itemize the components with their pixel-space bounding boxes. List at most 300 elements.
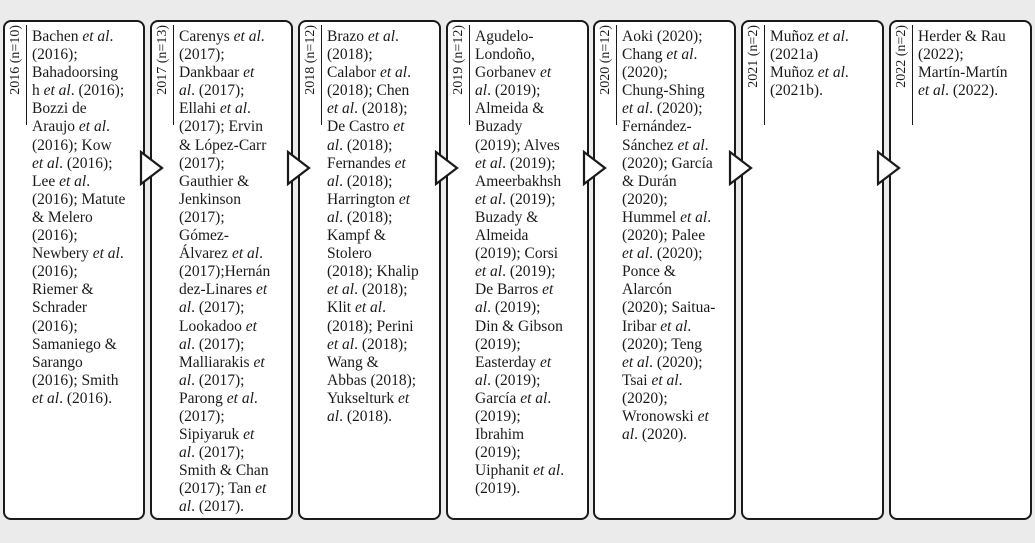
reference-text: .: [395, 28, 399, 45]
reference-text: et: [243, 426, 255, 444]
reference-text: Araujo: [32, 118, 79, 136]
reference-line: [918, 82, 1026, 100]
reference-text: (2016);: [32, 317, 78, 335]
reference-text: et al: [233, 28, 261, 45]
reference-line: [32, 299, 139, 317]
reference-line: [475, 191, 583, 209]
reference-text: Wronowski: [622, 407, 698, 425]
reference-text: et: [398, 190, 411, 208]
reference-text: & Melero: [32, 208, 93, 226]
reference-text: al: [179, 371, 192, 389]
reference-text: (2019); Corsi: [475, 245, 559, 263]
reference-text: et: [542, 281, 554, 299]
reference-text: h: [32, 82, 44, 100]
reference-line: [622, 191, 730, 209]
reference-text: Ibrahim: [475, 426, 525, 444]
reference-line: [622, 408, 730, 426]
reference-line: [475, 245, 583, 263]
reference-line: [32, 209, 139, 227]
reference-line: [32, 100, 139, 118]
reference-text: et al: [231, 245, 260, 263]
reference-text: .: [247, 100, 251, 118]
reference-line: [179, 209, 287, 227]
reference-line: [32, 318, 139, 336]
reference-line: [475, 100, 583, 118]
reference-text: . (2018);: [339, 208, 393, 226]
reference-text: (2017);: [179, 407, 225, 425]
reference-line: [622, 82, 730, 100]
reference-line: [475, 444, 583, 462]
reference-line: [622, 372, 730, 390]
reference-line: [622, 354, 730, 372]
reference-text: et al: [43, 82, 71, 100]
reference-line: [770, 28, 878, 46]
reference-line: [179, 426, 287, 444]
reference-line: [622, 299, 730, 317]
reference-line: [475, 408, 583, 426]
reference-line: [32, 46, 139, 64]
reference-text: (2019); Alves: [475, 136, 560, 154]
reference-line: [32, 137, 139, 155]
reference-text: . (2018);: [339, 136, 393, 154]
reference-text: et al: [475, 190, 503, 208]
reference-line: [179, 46, 287, 64]
reference-text: .: [687, 317, 692, 335]
reference-text: (2020); Palee: [622, 227, 706, 245]
reference-text: et al: [59, 172, 87, 190]
reference-text: Malliarakis: [179, 353, 254, 371]
year-label: [892, 25, 912, 125]
reference-text: et al: [651, 371, 679, 389]
reference-text: (2016);: [32, 46, 78, 64]
reference-text: . (2018).: [339, 407, 393, 425]
reference-text: . (2018);: [354, 335, 408, 353]
reference-text: .: [693, 46, 698, 64]
reference-text: et al: [367, 28, 396, 45]
reference-text: (2017);: [179, 46, 225, 64]
reference-text: . (2017);: [191, 371, 245, 389]
reference-text: (2016); Matute: [32, 190, 126, 208]
reference-text: . (2020);: [649, 100, 703, 118]
reference-line: [179, 100, 287, 118]
reference-text: (2020); García: [622, 154, 713, 172]
reference-text: et al: [475, 263, 503, 281]
reference-line: [327, 227, 435, 245]
reference-text: Almeida &: [475, 100, 545, 118]
reference-line: [32, 354, 139, 372]
reference-text: al: [179, 335, 192, 353]
reference-line: [475, 299, 583, 317]
reference-text: et al: [817, 28, 845, 45]
reference-text: et al: [32, 154, 60, 172]
reference-line: [32, 263, 139, 281]
reference-text: al: [179, 498, 192, 516]
reference-text: . (2019);: [487, 371, 541, 389]
year-label-text: 2016 (n=10): [8, 25, 23, 95]
reference-list: [32, 28, 139, 408]
reference-text: Ellahi: [179, 100, 220, 118]
reference-line: [327, 408, 435, 426]
reference-line: [622, 64, 730, 82]
reference-line: [475, 28, 583, 46]
year-box-6: [741, 20, 884, 520]
reference-text: al: [327, 407, 340, 425]
reference-line: [475, 155, 583, 173]
reference-text: al: [179, 299, 192, 317]
reference-line: [327, 390, 435, 408]
reference-text: . (2020);: [649, 245, 703, 263]
reference-line: [179, 28, 287, 46]
reference-line: [622, 245, 730, 263]
reference-text: et: [243, 64, 255, 82]
reference-text: (2018);: [327, 46, 373, 64]
reference-text: Riemer &: [32, 281, 94, 299]
reference-line: [179, 191, 287, 209]
reference-text: Carenys: [179, 28, 234, 45]
reference-line: [475, 118, 583, 136]
reference-line: [327, 137, 435, 155]
reference-line: [327, 82, 435, 100]
reference-line: [475, 336, 583, 354]
reference-list: [179, 28, 287, 517]
reference-line: [770, 64, 878, 82]
reference-text: al: [475, 371, 488, 389]
reference-text: et: [256, 281, 268, 299]
reference-text: (2021a): [770, 46, 819, 64]
reference-text: Calabor: [327, 64, 380, 82]
reference-text: Tsai: [622, 371, 652, 389]
reference-text: (2016);: [32, 263, 78, 281]
reference-text: et al: [327, 281, 355, 299]
reference-line: [327, 281, 435, 299]
reference-text: Gómez-: [179, 227, 229, 245]
reference-text: .: [407, 64, 411, 82]
year-box-1: [3, 20, 145, 520]
reference-text: Ponce &: [622, 263, 676, 281]
year-divider: [26, 25, 27, 125]
reference-list: [622, 28, 730, 444]
reference-text: Gauthier &: [179, 172, 250, 190]
timeline-arrow-icon: [139, 150, 165, 186]
reference-text: .: [844, 28, 849, 45]
reference-line: [622, 281, 730, 299]
reference-text: Stolero: [327, 245, 372, 263]
reference-text: Dankbaar: [179, 64, 244, 82]
reference-text: . (2018);: [354, 100, 408, 118]
reference-text: (2018); Perini: [327, 317, 414, 335]
reference-text: Abbas (2018);: [327, 371, 417, 389]
reference-text: Din & Gibson: [475, 317, 563, 335]
year-label-text: 2018 (n=12): [303, 25, 318, 95]
reference-line: [475, 137, 583, 155]
reference-line: [327, 372, 435, 390]
reference-text: . (2018);: [354, 281, 408, 299]
reference-text: et al: [78, 118, 107, 136]
reference-text: (2020); Saitua-: [622, 299, 716, 317]
reference-text: Uiphanit: [475, 462, 534, 480]
year-label-text: 2022 (n=2): [894, 25, 909, 88]
reference-text: .: [678, 371, 683, 389]
reference-line: [475, 209, 583, 227]
reference-text: et al: [666, 46, 694, 64]
reference-line: [327, 100, 435, 118]
reference-text: .: [259, 245, 263, 263]
reference-text: Muñoz: [770, 28, 818, 45]
reference-text: (2017); Ervin: [179, 118, 263, 136]
reference-text: et: [394, 154, 406, 172]
reference-line: [32, 372, 139, 390]
year-label: [153, 25, 173, 125]
reference-text: Kampf &: [327, 227, 386, 245]
reference-text: .: [253, 389, 258, 407]
year-label: [744, 25, 764, 125]
year-box-2: [150, 20, 293, 520]
year-label-text: 2017 (n=13): [155, 25, 170, 95]
reference-line: [179, 462, 287, 480]
reference-line: [179, 173, 287, 191]
reference-text: . (2017).: [191, 498, 245, 516]
reference-line: [475, 173, 583, 191]
reference-line: [475, 227, 583, 245]
reference-text: . (2016);: [59, 154, 113, 172]
reference-line: [475, 480, 583, 498]
reference-text: (2019);: [475, 407, 521, 425]
reference-text: (2020);: [622, 190, 668, 208]
reference-text: & López-Carr: [179, 136, 267, 154]
year-label: [6, 25, 26, 125]
reference-text: .: [109, 28, 114, 45]
reference-text: Ameerbakhsh: [475, 172, 562, 190]
reference-text: . (2019);: [487, 82, 541, 100]
reference-text: Klit: [327, 299, 355, 317]
reference-text: et al: [533, 462, 561, 480]
reference-text: . (2020);: [649, 353, 703, 371]
reference-text: .: [560, 462, 565, 480]
timeline-arrow-icon: [876, 150, 902, 186]
reference-text: et al: [817, 64, 845, 82]
reference-text: al: [179, 444, 192, 462]
reference-text: . (2020).: [634, 426, 688, 444]
reference-text: . (2019);: [502, 154, 556, 172]
reference-text: (2018); Khalip: [327, 263, 419, 281]
reference-text: (2021b).: [770, 82, 823, 100]
reference-text: et al: [520, 389, 548, 407]
reference-text: al: [475, 299, 488, 317]
reference-line: [327, 28, 435, 46]
reference-text: (2017);Hernán: [179, 263, 271, 281]
reference-line: [622, 28, 730, 46]
year-divider: [173, 25, 174, 125]
reference-line: [179, 390, 287, 408]
timeline-arrow-icon: [582, 150, 608, 186]
reference-text: Iribar: [622, 317, 661, 335]
reference-line: [327, 354, 435, 372]
reference-text: Fernandes: [327, 154, 395, 172]
reference-text: (2022);: [918, 46, 964, 64]
reference-text: Harrington: [327, 190, 399, 208]
reference-line: [179, 227, 287, 245]
reference-text: .: [106, 118, 110, 136]
reference-list: [770, 28, 878, 100]
reference-text: (2016); Kow: [32, 136, 112, 154]
reference-text: . (2017);: [191, 82, 245, 100]
reference-text: (2017); Tan: [179, 480, 256, 498]
year-divider: [912, 25, 913, 125]
reference-text: Bahadoorsing: [32, 64, 119, 82]
reference-text: (2020); Teng: [622, 335, 702, 353]
reference-text: et: [253, 353, 265, 371]
reference-line: [622, 118, 730, 136]
reference-line: [179, 299, 287, 317]
reference-text: Fernández-: [622, 118, 692, 136]
reference-text: Agudelo-: [475, 28, 534, 45]
year-box-7: [889, 20, 1032, 520]
reference-text: Aoki (2020);: [622, 28, 703, 45]
reference-line: [770, 82, 878, 100]
reference-line: [32, 227, 139, 245]
reference-line: [32, 173, 139, 191]
reference-line: [475, 354, 583, 372]
reference-line: [32, 82, 139, 100]
reference-text: et al: [918, 82, 946, 100]
reference-line: [918, 46, 1026, 64]
reference-text: García: [475, 389, 521, 407]
reference-text: .: [547, 389, 552, 407]
reference-text: al: [327, 136, 340, 154]
reference-text: Martín-Martín: [918, 64, 1008, 82]
reference-text: Yukselturk: [327, 389, 399, 407]
reference-text: Londoño,: [475, 46, 535, 64]
reference-text: et al: [680, 208, 708, 226]
reference-text: Sarango: [32, 353, 83, 371]
reference-line: [179, 82, 287, 100]
reference-list: [918, 28, 1026, 100]
reference-line: [475, 390, 583, 408]
reference-text: et al: [92, 245, 120, 263]
reference-text: Newbery: [32, 245, 93, 263]
reference-line: [327, 263, 435, 281]
reference-text: et al: [327, 335, 355, 353]
reference-text: Parong: [179, 389, 227, 407]
reference-line: [622, 263, 730, 281]
year-label: [449, 25, 469, 125]
reference-line: [179, 245, 287, 263]
reference-text: et: [539, 353, 552, 371]
reference-line: [475, 46, 583, 64]
reference-text: et al: [379, 64, 408, 82]
reference-text: Álvarez: [179, 245, 232, 263]
reference-text: Muñoz: [770, 64, 818, 82]
reference-text: Chung-Shing: [622, 82, 705, 100]
reference-text: . (2019);: [502, 263, 556, 281]
reference-line: [475, 462, 583, 480]
reference-text: (2016); Smith: [32, 371, 119, 389]
reference-text: De Barros: [475, 281, 543, 299]
reference-text: (2017);: [179, 154, 225, 172]
reference-line: [327, 336, 435, 354]
reference-line: [32, 28, 139, 46]
year-box-3: [298, 20, 441, 520]
reference-line: [622, 227, 730, 245]
reference-text: Bozzi de: [32, 100, 87, 118]
reference-line: [622, 46, 730, 64]
reference-text: et al: [677, 136, 705, 154]
reference-line: [475, 426, 583, 444]
reference-text: Chang: [622, 46, 667, 64]
reference-line: [622, 336, 730, 354]
reference-line: [622, 390, 730, 408]
reference-text: . (2016).: [59, 389, 113, 407]
reference-line: [327, 46, 435, 64]
reference-text: et al: [660, 317, 688, 335]
year-label: [301, 25, 321, 125]
reference-text: al: [179, 82, 192, 100]
reference-line: [622, 100, 730, 118]
reference-text: (2019);: [475, 444, 521, 462]
reference-text: (2019);: [475, 335, 521, 353]
reference-line: [327, 64, 435, 82]
reference-text: et al: [622, 100, 650, 118]
reference-text: et al: [622, 245, 650, 263]
reference-list: [327, 28, 435, 426]
reference-text: al: [475, 82, 488, 100]
reference-text: et: [393, 118, 405, 136]
reference-text: . (2016);: [70, 82, 125, 100]
reference-text: . (2017);: [191, 335, 245, 353]
reference-line: [622, 318, 730, 336]
year-label-text: 2021 (n=2): [746, 25, 761, 88]
reference-text: Schrader: [32, 299, 88, 317]
reference-text: Wang &: [327, 353, 379, 371]
reference-text: Sipiyaruk: [179, 426, 244, 444]
reference-line: [179, 118, 287, 136]
year-divider: [764, 25, 765, 125]
reference-text: Buzady: [475, 118, 523, 136]
timeline-arrow-icon: [728, 150, 754, 186]
reference-text: Smith & Chan: [179, 462, 269, 480]
reference-line: [918, 64, 1026, 82]
reference-line: [179, 372, 287, 390]
reference-line: [475, 263, 583, 281]
reference-line: [327, 245, 435, 263]
reference-text: Hummel: [622, 208, 681, 226]
reference-text: Buzady &: [475, 208, 539, 226]
reference-line: [622, 155, 730, 173]
reference-text: al: [327, 172, 340, 190]
reference-text: (2017);: [179, 208, 225, 226]
reference-line: [179, 281, 287, 299]
reference-text: . (2017);: [191, 299, 245, 317]
reference-list: [475, 28, 583, 498]
reference-text: . (2019);: [487, 299, 541, 317]
reference-line: [32, 390, 139, 408]
reference-text: Sánchez: [622, 136, 678, 154]
reference-line: [770, 46, 878, 64]
reference-text: Gorbanev: [475, 64, 540, 82]
reference-line: [32, 155, 139, 173]
reference-text: et: [697, 407, 709, 425]
reference-text: et: [540, 64, 552, 82]
reference-line: [327, 118, 435, 136]
reference-line: [32, 245, 139, 263]
reference-line: [475, 64, 583, 82]
reference-text: . (2018);: [339, 172, 393, 190]
reference-text: .: [86, 172, 91, 190]
reference-text: .: [844, 64, 849, 82]
reference-line: [32, 281, 139, 299]
reference-text: .: [260, 28, 265, 45]
reference-text: De Castro: [327, 118, 394, 136]
